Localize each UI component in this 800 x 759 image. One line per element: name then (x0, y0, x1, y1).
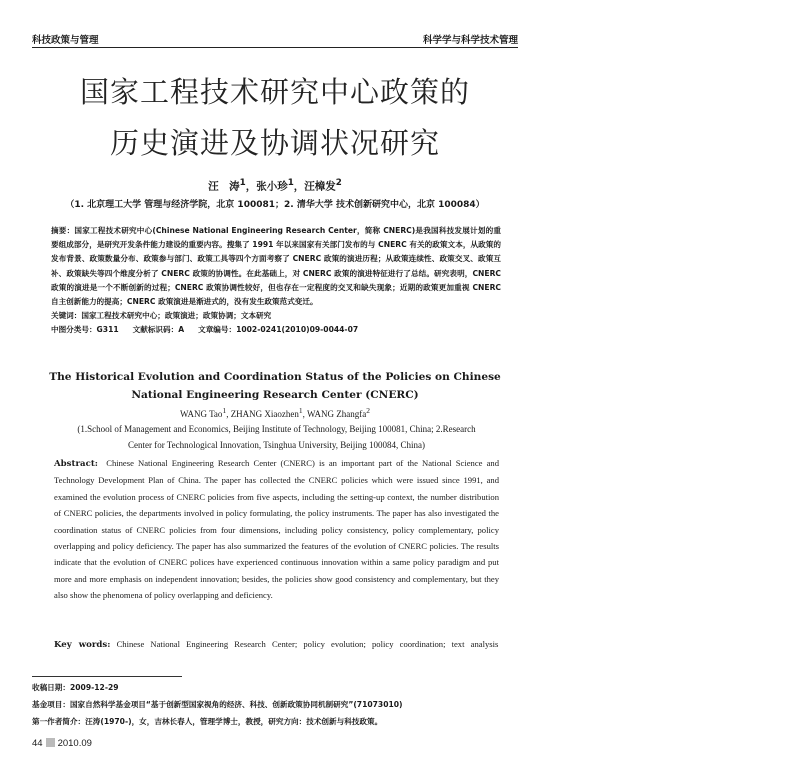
abstract-cn (51, 224, 501, 309)
title-line-2: 历史演进及协调状况研究 (109, 126, 440, 160)
square-icon (46, 738, 55, 747)
running-head-left: 科技政策与管理 (32, 35, 99, 46)
issue-date: 2010.09 (57, 738, 92, 749)
keywords-en (54, 636, 499, 653)
affiliation-cn: （1. 北京理工大学 管理与经济学院，北京 100081；2. 清华大学 技术创新研究中心，北京 100084） (65, 200, 485, 210)
classification-meta (51, 323, 501, 337)
title-en (32, 368, 518, 404)
footnote-fund: 基金项目：国家自然科学基金项目“基于创新型国家视角的经济、科技、创新政策协同机制研究”(71073010) (32, 700, 403, 709)
author-en-name: WANG Zhangfa (307, 409, 367, 419)
authors-cn: 汪 涛$^1$，张小珍$^1$，汪樟发$^2$ (208, 178, 342, 193)
affiliation-en-line-1: (1.School of Management and Economics, Beijing Institute of Technology, Beijing 100081, China; 2.Research (77, 424, 476, 434)
affiliation-en (54, 421, 499, 453)
author-name: 汪樟发 (304, 180, 336, 193)
author-sup: 2 (335, 178, 342, 188)
title-en-line-2: National Engineering Research Center (CNERC) (131, 389, 419, 401)
author-en-name: WANG Tao (179, 409, 223, 419)
author-en-sup: 1 (298, 406, 303, 415)
author-en-name: ZHANG Xiaozhen (230, 409, 299, 419)
footnote-first-author: 第一作者简介：汪涛(1970-)，女，吉林长春人，管理学博士，教授，研究方向：技术创新与科技政策。 (32, 717, 383, 726)
abstract-en (54, 455, 499, 604)
abstract-en-label: Abstract: (54, 459, 98, 469)
keywords-cn-label: 关键词： (51, 311, 82, 321)
author-sup: 1 (287, 178, 294, 188)
footnote-rule (32, 676, 182, 677)
abstract-cn-label: 摘要： (51, 226, 75, 235)
author-sup: 1 (239, 178, 246, 188)
abstract-cn-text: 国家工程技术研究中心(Chinese National Engineering Research Center，简称 CNERC)是我国科技发展计划的重要组成部分，是研究开发条件能力建设的重要内容。搜集了 1991 年以来国家有关部门发布的与 CNERC 有关的政策文本，从政策的发布背景、政策数量分布、政策参与部门、政策工具等四个方面考察了 CNERC 政策的演进历程；从政策连续性、政策交叉、政策互补、政策缺失等四个维度分析了 CNERC 政策的协调性。在此基础上，对 CNERC 政策的演进特征进行了总结。研究表明，CNERC 政策的演进是一个不断创新的过程；CNERC 政策协调性较好，但也存在一定程度的交叉和缺失现象；近期的政策更加重视 CNERC 自主创新能力的提高；CNERC 政策演进是渐进式的，没有发生政策范式变迁。 (51, 226, 501, 307)
article-number: 文章编号：1002-0241(2010)09-0044-07 (198, 325, 359, 335)
keywords-en-label: Key words: (54, 640, 111, 650)
running-head-right: 科学学与科学技术管理 (422, 35, 518, 46)
page-number: 44 (32, 738, 43, 749)
footnote-received: 收稿日期：2009-12-29 (32, 683, 119, 692)
author-en-sup: 2 (366, 406, 370, 415)
header-rule (32, 47, 518, 48)
document-code: 文献标识码：A (132, 325, 185, 335)
keywords-cn (51, 309, 501, 323)
running-head (32, 32, 518, 46)
author-name: 张小珍 (256, 180, 288, 193)
authors-en: WANG Tao$^1$, ZHANG Xiaozhen$^1$, WANG Zhangfa$^2$ (179, 406, 370, 419)
author-name: 汪 涛 (208, 180, 240, 193)
abstract-cn-block (51, 224, 501, 338)
abstract-en-text: Chinese National Engineering Research Center (CNERC) is an important part of the National Science and Technology Development Plan of China. The paper has collected the CNERC policies which were issued since 1991, and examined the evolution process of CNERC policies from five aspects, including the setting-up context, the number distribution of CNERC policies, the departments involved in policy formulating, the policy instruments. The paper has also investigated the coordination status of CNERC policies from four dimensions, including policy consistency, policy complementary, policy overlapping and policy deficiency. The paper has also summarized the features of the evolution of CNERC policies. The results indicate that the evolution of CNERC polices have experienced continuous innovation within a same policy paradigm and put more and more emphasis on independent innovation; besides, the policies show good consistency and complementary, but they also show the phenomena of policy overlapping and deficiency. (54, 458, 499, 601)
page-footer (32, 738, 92, 749)
author-en-sup: 1 (222, 406, 227, 415)
title-line-1: 国家工程技术研究中心政策的 (79, 75, 470, 109)
clc-number: 中图分类号：G311 (51, 325, 119, 335)
affiliation-en-line-2: Center for Technological Innovation, Tsinghua University, Beijing 100084, China) (127, 440, 426, 450)
keywords-cn-text: 国家工程技术研究中心；政策演进；政策协调；文本研究 (81, 311, 272, 321)
keywords-en-text: Chinese National Engineering Research Center; policy evolution; policy coordination; text analysis (116, 639, 499, 649)
title-en-line-1: The Historical Evolution and Coordination Status of the Policies on Chinese (49, 371, 501, 383)
